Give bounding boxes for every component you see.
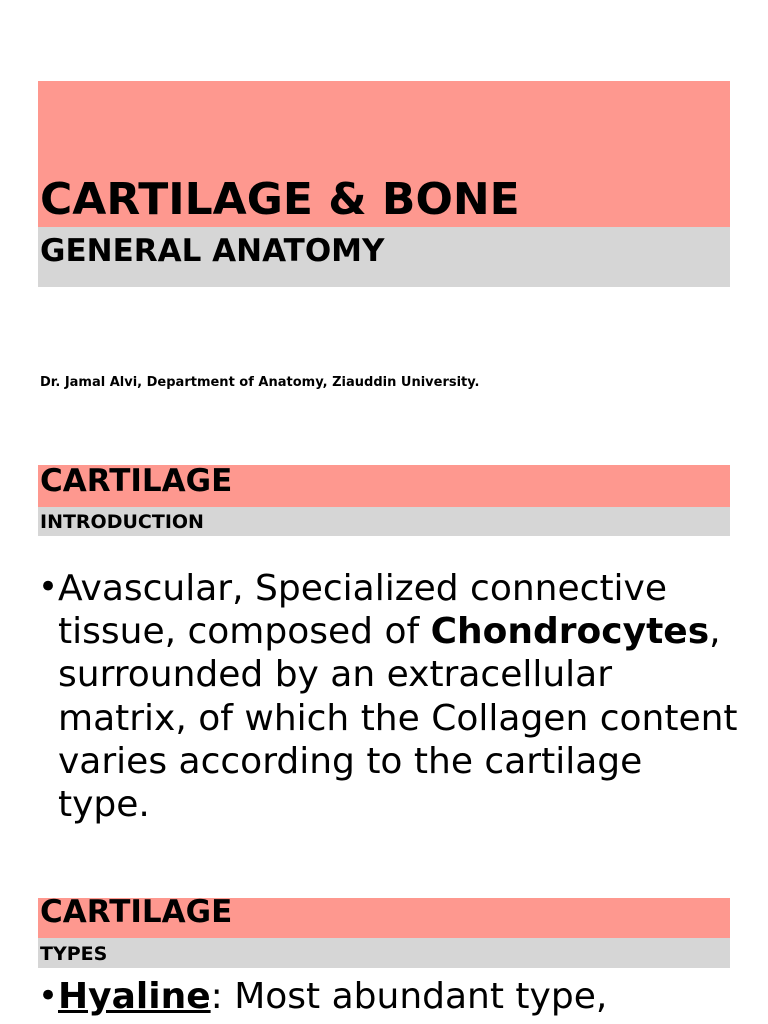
section-title: CARTILAGE xyxy=(40,894,233,930)
section-title: CARTILAGE xyxy=(40,463,233,499)
bullet-term-hyaline: Hyaline xyxy=(58,976,211,1017)
bullet-text-rest: : Most abundant type, xyxy=(210,976,608,1017)
section-subtitle-band xyxy=(38,938,730,968)
author-line: Dr. Jamal Alvi, Department of Anatomy, Ziauddin University. xyxy=(40,375,480,390)
bullet-text-part1: Avascular, Specialized connective tissue, composed of xyxy=(58,568,668,653)
section-subtitle: INTRODUCTION xyxy=(40,511,204,533)
slide-title: CARTILAGE & BONE xyxy=(40,174,520,225)
bullet-bold-term: Chondrocytes xyxy=(430,611,710,653)
slide-subtitle: GENERAL ANATOMY xyxy=(40,233,385,269)
bullet-text xyxy=(58,567,738,826)
bullet-dot: • xyxy=(38,567,59,607)
section-subtitle: TYPES xyxy=(40,943,108,965)
bullet-text-part2: , surrounded by an extracellular matrix, of which the Collagen content varies according to the cartilage type. xyxy=(58,611,738,826)
bullet-dot: • xyxy=(38,976,59,1016)
bullet-text xyxy=(58,975,738,1018)
